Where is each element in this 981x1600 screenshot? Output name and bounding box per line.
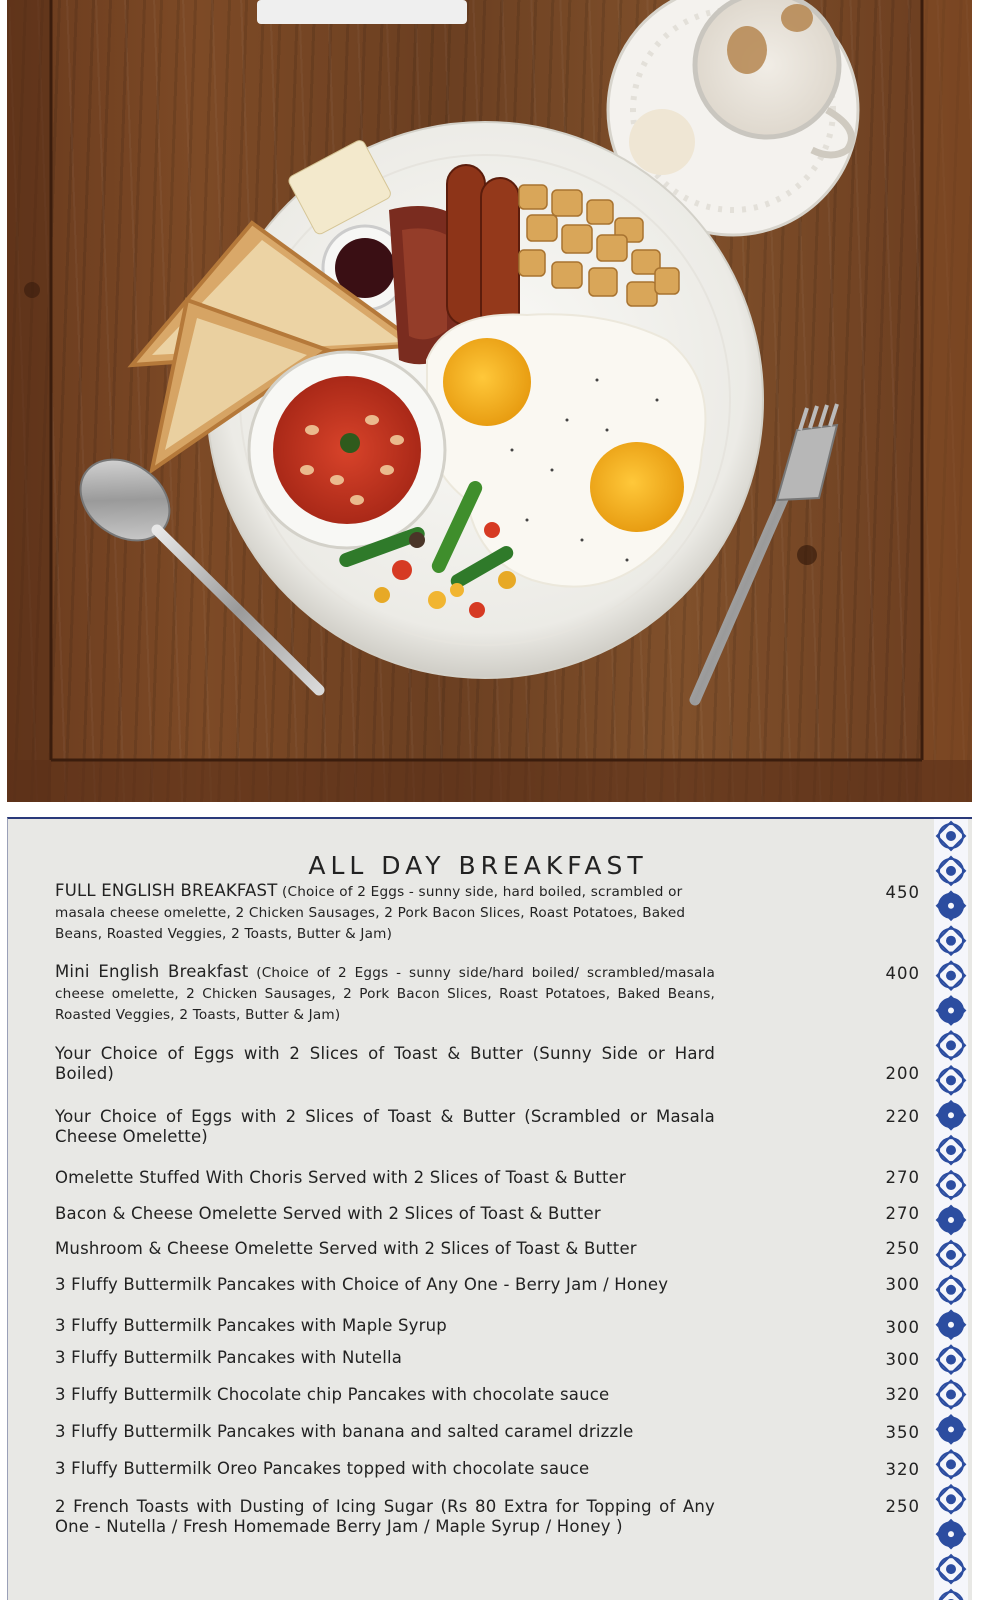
item-name: 2 French Toasts with Dusting of Icing Sugar (Rs 80 Extra for Topping of Any One - Nutella / Fresh Homemade Berry Jam / Maple Syrup / Honey ): [55, 1497, 715, 1536]
menu-item-pancakes-nutella: [55, 1348, 940, 1368]
tile-center: [947, 1181, 955, 1189]
tile-center: [947, 1251, 955, 1259]
item-price: 450: [885, 883, 920, 902]
item-name: Mini English Breakfast (Choice of 2 Eggs - sunny side/hard boiled/ scrambled/masala cheese omelette, 2 Chicken Sausages, 2 Pork Bacon Slices, Roast Potatoes, Baked Beans, Roasted Veggies, 2 Toasts, Butter & Jam): [55, 962, 715, 1023]
menu-item-pancakes-jam-honey: [55, 1275, 940, 1295]
tile-center: [947, 1495, 955, 1503]
menu-item-mini-english-breakfast: [55, 962, 940, 1025]
item-price: 400: [885, 964, 920, 983]
item-name: Omelette Stuffed With Choris Served with 2 Slices of Toast & Butter: [55, 1168, 627, 1187]
item-description: (Choice of 2 Eggs - sunny side, hard boiled, scrambled or masala cheese omelette, 2 Chicken Sausages, 2 Pork Bacon Slices, Roast Potatoes, Baked Beans, Roasted Veggies, 2 Toasts, Butter & Jam): [55, 884, 686, 942]
menu-item-oreo-pancakes: [55, 1459, 940, 1479]
item-price: 270: [885, 1204, 920, 1223]
tile-center: [947, 1530, 955, 1538]
menu-card: [7, 817, 972, 1600]
breakfast-photo: [7, 0, 972, 802]
item-description: (Choice of 2 Eggs - sunny side/hard boiled/ scrambled/masala cheese omelette, 2 Chicken Sausages, 2 Pork Bacon Slices, Roast Potatoes, Baked Beans, Roasted Veggies, 2 Toasts, Butter & Jam): [55, 965, 715, 1023]
menu-item-eggs-scrambled-masala: [55, 1107, 940, 1147]
menu-item-mushroom-cheese-omelette: [55, 1239, 940, 1259]
item-name: 3 Fluffy Buttermilk Pancakes with Nutella: [55, 1348, 403, 1367]
item-price: 250: [885, 1239, 920, 1258]
tile-center: [947, 1076, 955, 1084]
item-price: 300: [885, 1350, 920, 1369]
item-price: 200: [885, 1064, 920, 1083]
breakfast-illustration: [7, 0, 972, 802]
tile-center: [947, 1460, 955, 1468]
tile-center: [947, 1041, 955, 1049]
item-price: 300: [885, 1318, 920, 1337]
menu-item-choris-omelette: [55, 1168, 940, 1188]
tile-center: [947, 1391, 955, 1399]
tile-center: [947, 867, 955, 875]
item-price: 220: [885, 1107, 920, 1126]
item-name: 3 Fluffy Buttermilk Pancakes with Maple Syrup: [55, 1316, 447, 1335]
item-name: Bacon & Cheese Omelette Served with 2 Slices of Toast & Butter: [55, 1204, 601, 1223]
menu-item-bacon-cheese-omelette: [55, 1204, 940, 1224]
item-price: 320: [885, 1385, 920, 1404]
menu-item-pancakes-maple: [55, 1316, 940, 1336]
tile-center: [947, 1111, 955, 1119]
item-name: 3 Fluffy Buttermilk Pancakes with banana and salted caramel drizzle: [55, 1422, 634, 1441]
menu-item-eggs-sunny-hard: [55, 1044, 940, 1084]
item-name: 3 Fluffy Buttermilk Chocolate chip Pancakes with chocolate sauce: [55, 1385, 610, 1404]
tile-center: [947, 832, 955, 840]
item-price: 270: [885, 1168, 920, 1187]
tile-center: [947, 1007, 955, 1015]
menu-item-chocochip-pancakes: [55, 1385, 940, 1405]
menu-item-full-english-breakfast: [55, 881, 940, 944]
tile-center: [947, 1146, 955, 1154]
menu-item-french-toasts: [55, 1497, 940, 1537]
tile-center: [947, 1356, 955, 1364]
tile-center: [947, 1286, 955, 1294]
tile-center: [947, 1321, 955, 1329]
item-price: 320: [885, 1460, 920, 1479]
item-name: 3 Fluffy Buttermilk Oreo Pancakes topped with chocolate sauce: [55, 1459, 590, 1478]
tile-center: [947, 1425, 955, 1433]
item-name: 3 Fluffy Buttermilk Pancakes with Choice of Any One - Berry Jam / Honey: [55, 1275, 669, 1294]
item-name: FULL ENGLISH BREAKFAST (Choice of 2 Eggs - sunny side, hard boiled, scrambled or masala cheese omelette, 2 Chicken Sausages, 2 Pork Bacon Slices, Roast Potatoes, Baked Beans, Roasted Veggies, 2 Toasts, Butter & Jam): [55, 881, 686, 942]
menu-item-banana-caramel-pancakes: [55, 1422, 940, 1442]
tile-center: [947, 972, 955, 980]
item-name: Your Choice of Eggs with 2 Slices of Toast & Butter (Sunny Side or Hard Boiled): [55, 1044, 715, 1083]
item-name: Your Choice of Eggs with 2 Slices of Toast & Butter (Scrambled or Masala Cheese Omelette): [55, 1107, 715, 1146]
tile-center: [947, 902, 955, 910]
menu-title: ALL DAY BREAKFAST: [308, 851, 648, 880]
tile-center: [947, 1565, 955, 1573]
item-price: 350: [885, 1423, 920, 1442]
tile-center: [947, 937, 955, 945]
item-price: 250: [885, 1497, 920, 1516]
item-name: Mushroom & Cheese Omelette Served with 2 Slices of Toast & Butter: [55, 1239, 637, 1258]
item-price: 300: [885, 1275, 920, 1294]
tile-center: [947, 1216, 955, 1224]
